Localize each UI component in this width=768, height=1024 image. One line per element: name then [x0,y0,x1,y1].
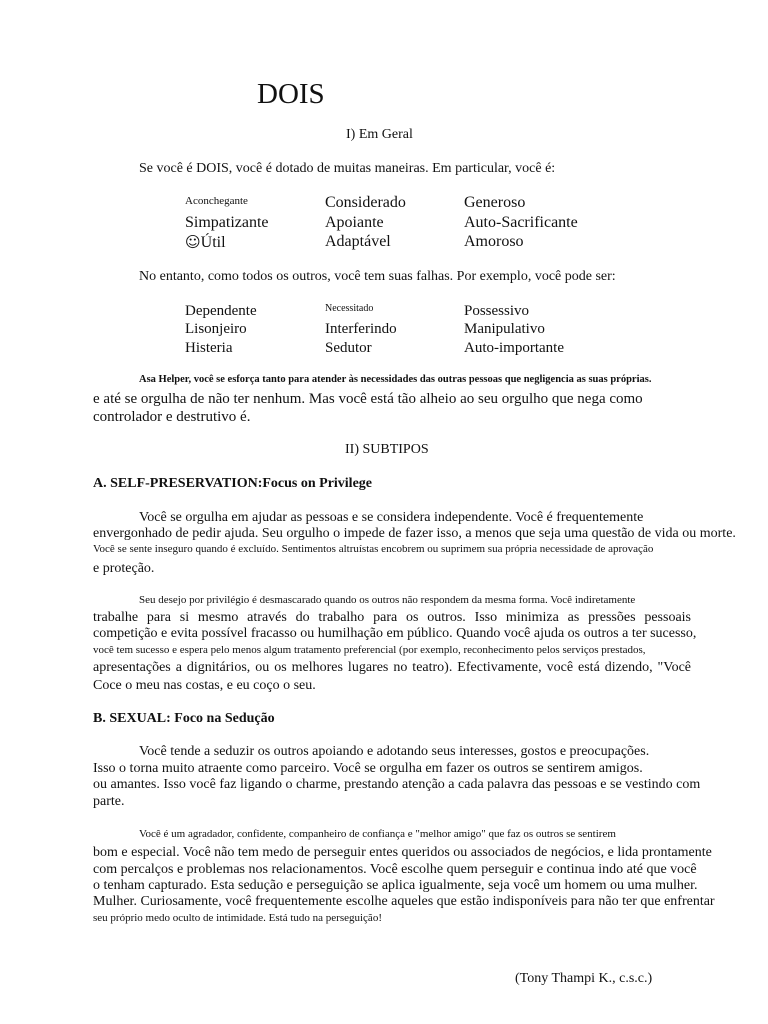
paragraph-line: Você é um agradador, confidente, companheiro de confiança e "melhor amigo" que faz os outros se sentirem [139,828,616,840]
paragraph-line: ou amantes. Isso você faz ligando o charme, prestando atenção a cada palavra das pessoas e se vestindo com [93,777,701,792]
paragraph-line: com percalços e problemas nos relacionamentos. Você escolhe quem perseguir e continua indo até que você [93,862,697,877]
helper-continuation-line: controlador e destrutivo é. [93,409,251,425]
virtue-item: Simpatizante [185,214,269,231]
paragraph-line: parte. [93,794,125,809]
paragraph-line: Você se orgulha em ajudar as pessoas e se considera independente. Você é frequentemente [139,510,644,525]
section-heading-subtypes: II) SUBTIPOS [345,442,429,457]
paragraph-line: Seu desejo por privilégio é desmascarado quando os outros não respondem da mesma forma. Você indiretamente [139,594,636,606]
paragraph-line: seu próprio medo oculto de intimidade. Está tudo na perseguição! [93,912,382,924]
helper-continuation-line: e até se orgulha de não ter nenhum. Mas você está tão alheio ao seu orgulho que nega como [93,391,643,407]
paragraph-line: trabalhe para si mesmo através do trabalho para os outros. Isso minimiza as pressões pessoais [93,610,691,625]
paragraph-line: envergonhado de pedir ajuda. Seu orgulho o impede de fazer isso, a menos que seja uma questão de vida ou morte. [93,526,736,541]
paragraph-line: Isso o torna muito atraente como parceiro. Você se orgulha em fazer os outros se sentirem amigos. [93,761,643,776]
intro-text: Se você é DOIS, você é dotado de muitas maneiras. Em particular, você é: [139,161,556,176]
author-signature: (Tony Thampi K., c.s.c.) [515,971,653,986]
flaw-item: Auto-importante [464,340,564,356]
virtue-item: Auto-Sacrificante [464,214,578,231]
paragraph-line: apresentações a dignitários, ou os melhores lugares no teatro). Efectivamente, você está dizendo, "Você [93,660,691,675]
flaw-item: Possessivo [464,303,530,319]
virtue-item: Adaptável [325,233,391,250]
smiley-icon: ☺ [185,233,201,251]
paragraph-line: e proteção. [93,561,155,576]
paragraph-line: você tem sucesso e espera pelo menos algum tratamento preferencial (por exemplo, reconhecimento pelos serviços prestados, [93,644,646,656]
flaw-item: Dependente [185,303,257,319]
subtype-b-heading: B. SEXUAL: Foco na Sedução [93,711,275,726]
subtype-a-heading: A. SELF-PRESERVATION:Focus on Privilege [93,476,373,491]
flaw-item: Sedutor [325,340,372,356]
paragraph-line: Você tende a seduzir os outros apoiando e adotando seus interesses, gostos e preocupações. [139,744,650,759]
virtue-item: Generoso [464,194,526,211]
virtue-item-label: Útil [200,234,226,251]
paragraph-line: Mulher. Curiosamente, você frequentemente escolhe aqueles que estão indisponíveis para não ter que enfrentar [93,894,715,909]
paragraph-line: o tenham capturado. Esta sedução e perseguição se aplica igualmente, seja você um homem ou uma mulher. [93,878,698,893]
flaw-item: Interferindo [325,321,397,337]
flaw-item: Necessitado [325,303,374,314]
paragraph-line: bom e especial. Você não tem medo de perseguir entes queridos ou associados de negócios, e lida prontamente [93,845,712,860]
paragraph-line: Você se sente inseguro quando é excluído. Sentimentos altruístas encobrem ou suprimem sua própria necessidade de aprovação [93,543,654,555]
virtue-item: Aconchegante [185,195,248,207]
virtue-item: Considerado [325,194,406,211]
flaws-intro: No entanto, como todos os outros, você tem suas falhas. Por exemplo, você pode ser: [139,269,616,284]
flaw-item: Lisonjeiro [185,321,247,337]
section-heading-general: I) Em Geral [346,127,413,142]
page-title: DOIS [257,78,325,110]
flaw-item: Histeria [185,340,233,356]
paragraph-line: competição e evita possível fracasso ou humilhação em público. Quando você ajuda os outros a ter sucesso, [93,626,697,641]
flaw-item: Manipulativo [464,321,545,337]
virtue-item: Amoroso [464,233,524,250]
virtue-item: Apoiante [325,214,384,231]
helper-wing-line: Asa Helper, você se esforça tanto para atender às necessidades das outras pessoas que negligencia as suas próprias. [139,374,652,385]
paragraph-line: Coce o meu nas costas, e eu coço o seu. [93,678,316,693]
virtue-item-with-smiley [185,233,226,252]
